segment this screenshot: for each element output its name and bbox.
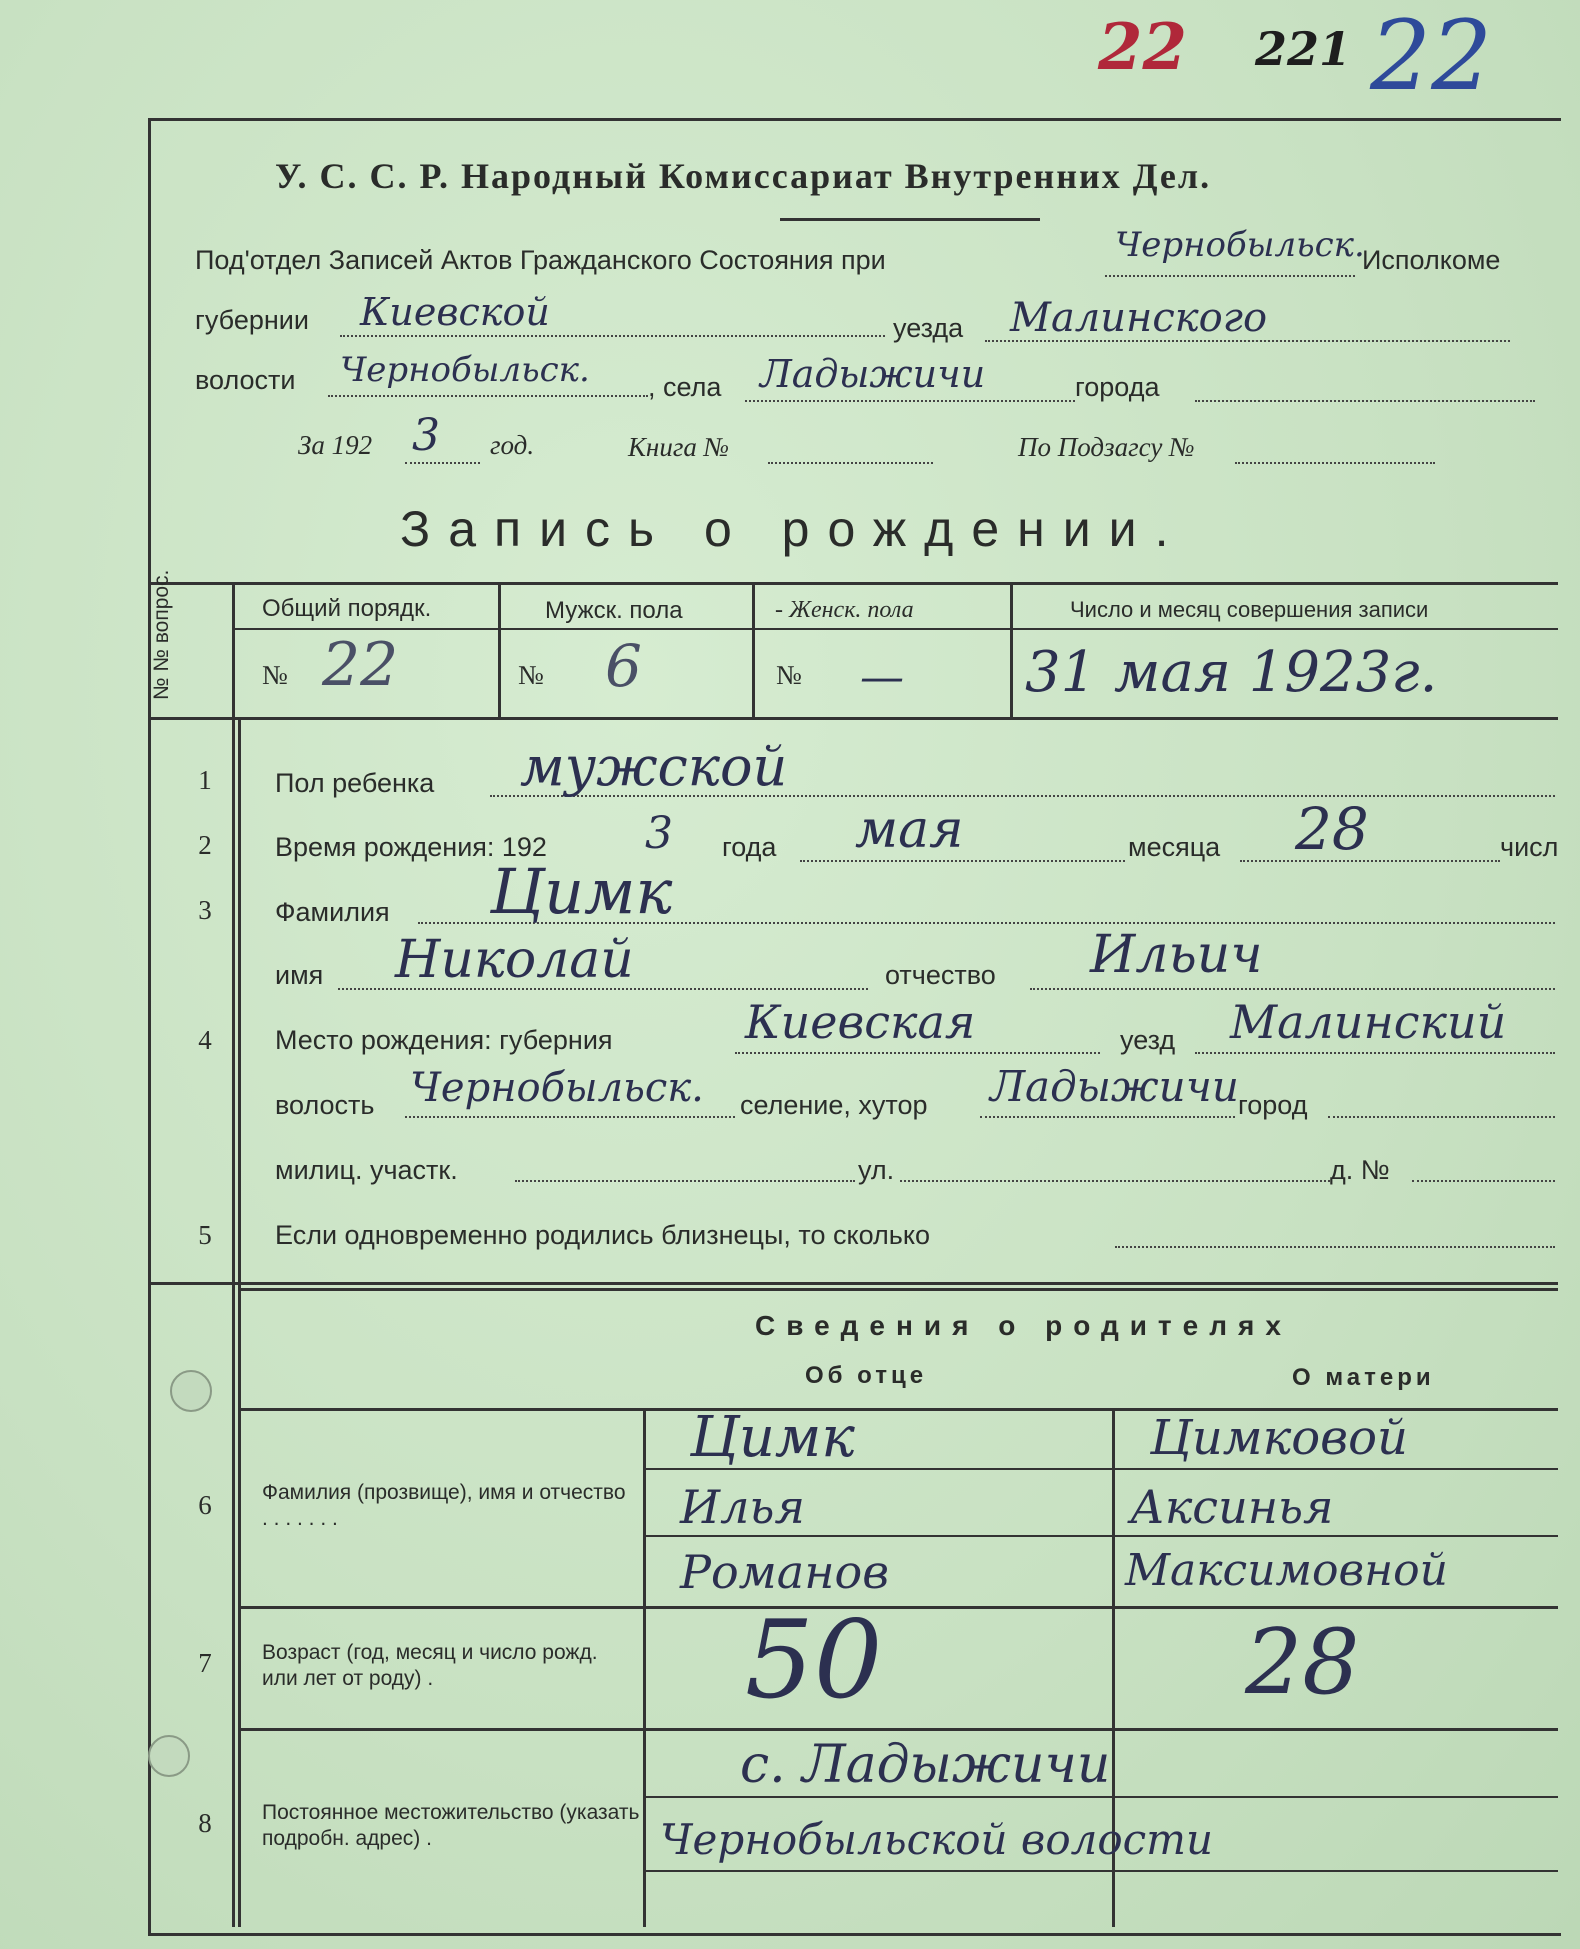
q4-dom-label: д. № [1330,1155,1390,1185]
gubernia-label: губернии [195,305,309,335]
q4-selenie-label: селение, хутор [740,1090,928,1120]
q6-number: 6 [198,1490,212,1520]
podzags-label: По Подзагсу № [1018,432,1195,462]
parents-section-title: Сведения о родителях [755,1310,1292,1341]
q2-year-value: 3 [645,808,673,859]
mother-fio-line1: Цимковой [1150,1410,1408,1466]
col3-value: — [860,652,904,703]
col2-value: 6 [605,632,642,700]
q4-uezd-value: Малинский [1230,995,1507,1049]
q4-label: Место рождения: губерния [275,1025,613,1055]
col4-header: Число и месяц совершения записи [1070,597,1429,622]
mother-age: 28 [1245,1610,1360,1715]
q1-value: мужской [520,735,788,798]
father-age: 50 [745,1598,883,1723]
q8-number: 8 [198,1808,212,1838]
col2-header: Мужск. пола [545,597,683,624]
title-rule [780,218,1040,221]
selo-value: Ладыжичи [760,352,986,396]
q2-month-label: месяца [1128,832,1221,862]
q4-gub-value: Киевская [745,995,976,1049]
header-title: У. С. С. Р. Народный Комиссариат Внутренних Дел. [275,156,1212,196]
q2-day-value: 28 [1295,795,1369,863]
residence-line2: Чернобыльской волости [660,1815,1214,1864]
counts-side-label: № № вопрос. [150,569,173,700]
year-value: 3 [412,410,440,461]
selo-label: , села [648,372,722,402]
q1-label: Пол ребенка [275,768,435,798]
q8-label: Постоянное местожительство (указать подробн. адрес) . [262,1801,640,1850]
q4-number: 4 [198,1025,212,1055]
father-fio-line3: Романов [680,1545,889,1599]
punch-hole-2 [148,1735,190,1777]
mother-header: О матери [1292,1364,1435,1391]
q2-number: 2 [198,830,212,860]
archive-number-black: 221 [1255,22,1352,76]
q7-label: Возраст (год, месяц и число рожд. или лет от роду) . [262,1641,598,1690]
col1-prefix: № [262,660,288,690]
header-line1-suffix: Исполкоме [1362,245,1501,275]
col3-header: - Женск. пола [775,597,914,623]
header-line1-value: Чернобыльск. [1115,225,1365,265]
q7-number: 7 [198,1648,212,1678]
record-title: Запись о рождении. [400,501,1187,557]
q1-number: 1 [198,765,212,795]
uezd-value: Малинского [1010,295,1268,341]
gubernia-value: Киевской [360,290,550,334]
year-suffix: год. [490,430,535,460]
q3-patronymic-value: Ильич [1090,925,1263,985]
col1-header: Общий порядк. [262,595,432,622]
volost-value: Чернобыльск. [340,350,590,390]
q2-label: Время рождения: 192 [275,832,547,862]
mother-fio-line2: Аксинья [1130,1480,1334,1534]
q2-day-label: числ [1500,832,1559,862]
q4-ul-label: ул. [858,1155,895,1185]
residence-value: с. Ладыжичи [740,1735,1111,1795]
q3-label: Фамилия [275,897,390,927]
q3-name-value: Николай [395,930,634,990]
uezd-label: уезда [893,313,964,343]
mother-fio-line3: Максимовной [1125,1545,1448,1596]
book-label: Книга № [628,432,730,462]
q3-number: 3 [198,895,212,925]
archive-number-blue: 22 [1370,0,1493,112]
q4-gorod-label: город [1238,1090,1308,1120]
header-line1-label: Под'отдел Записей Актов Гражданского Состояния при [195,245,886,275]
q4-volost-label: волость [275,1090,375,1120]
archive-number-red: 22 [1098,10,1188,85]
father-fio-line2: Илья [680,1480,805,1534]
q5-label: Если одновременно родились близнецы, то сколько [275,1220,930,1250]
q4-volost-value: Чернобыльск. [410,1065,704,1111]
father-header: Об отце [805,1362,928,1389]
volost-label: волости [195,365,296,395]
father-fio-line1: Цимк [690,1405,855,1470]
q3-name-label: имя [275,960,324,990]
q2-god-label: года [722,832,777,862]
col3-prefix: № [776,660,802,690]
col2-prefix: № [518,660,544,690]
col4-value: 31 мая 1923г. [1025,640,1438,705]
q3-patronymic-label: отчество [885,960,996,990]
q4-selenie-value: Ладыжичи [990,1062,1239,1111]
col1-value: 22 [322,630,399,700]
gorod-label: города [1075,372,1160,402]
q4-uezd-label: уезд [1120,1025,1176,1055]
q2-month-value: мая [855,800,964,860]
q3-value: Цимк [490,855,673,928]
q4-milic-label: милиц. участк. [275,1155,458,1185]
year-prefix: За 192 [298,430,373,460]
q5-number: 5 [198,1220,212,1250]
punch-hole-1 [170,1370,212,1412]
q6-label: Фамилия (прозвище), имя и отчество . . . . . . . [262,1481,626,1530]
